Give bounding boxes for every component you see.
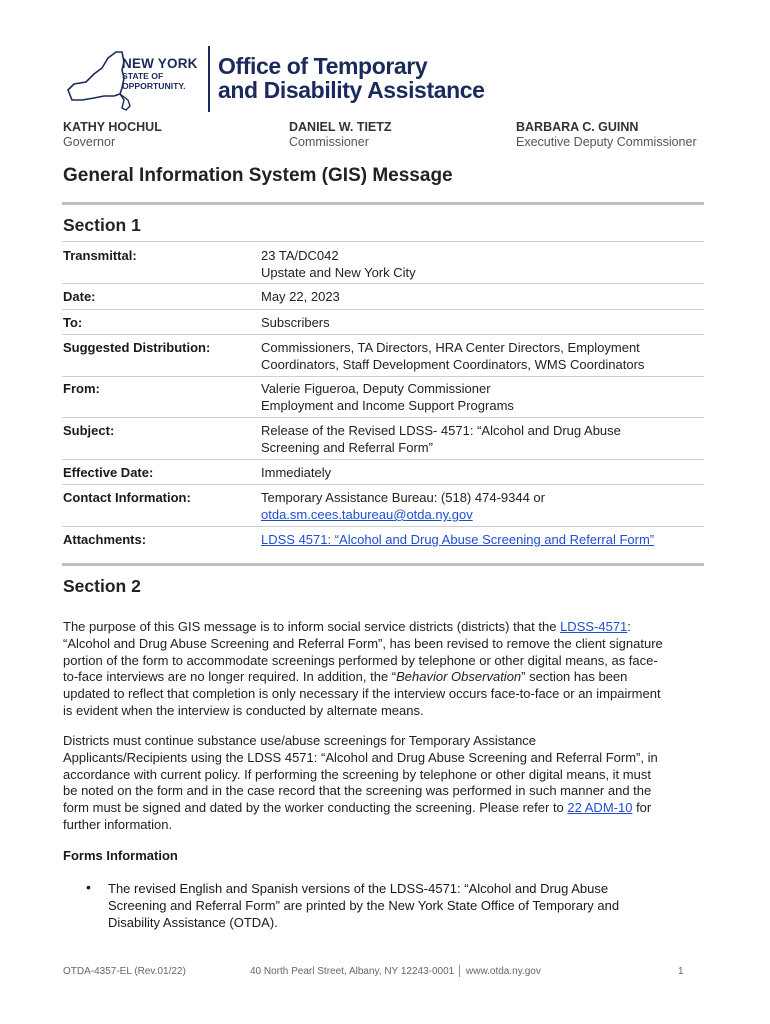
divider [62, 459, 704, 460]
ldss-4571-link[interactable]: LDSS-4571 [560, 619, 628, 634]
footer-address: 40 North Pearl Street, Albany, NY 12243-0001 │ www.otda.ny.gov [250, 966, 541, 977]
divider [62, 202, 704, 205]
logo-tagline: STATE OF OPPORTUNITY. [122, 71, 186, 91]
contact-label: Contact Information: [63, 490, 191, 505]
subject-value: Release of the Revised LDSS- 4571: “Alcohol and Drug Abuse Screening and Referral Form” [261, 423, 621, 455]
footer-form-id: OTDA-4357-EL (Rev.01/22) [63, 966, 186, 977]
divider [62, 417, 704, 418]
divider [62, 309, 704, 310]
adm-link[interactable]: 22 ADM-10 [567, 800, 633, 816]
divider [62, 526, 704, 527]
logo-state-name: NEW YORK [122, 56, 198, 71]
divider [62, 283, 704, 284]
forms-information-heading: Forms Information [63, 848, 178, 863]
logo-divider [208, 46, 210, 112]
section-2-heading: Section 2 [63, 576, 141, 596]
distribution-label: Suggested Distribution: [63, 340, 211, 355]
distribution-value: Commissioners, TA Directors, HRA Center Directors, Employment Coordinators, Staff Development Coordinators, WMS Coordinators [261, 340, 645, 372]
list-item: The revised English and Spanish versions of the LDSS-4571: “Alcohol and Drug Abuse Screening and Referral Form” are printed by the New York State Office of Temporary and Disability Assistance (OTDA). [108, 881, 620, 930]
divider [62, 334, 704, 335]
date-value: May 22, 2023 [261, 289, 340, 304]
effective-date-value: Immediately [261, 465, 332, 480]
attachments-label: Attachments: [63, 532, 147, 547]
attachment-link[interactable]: LDSS 4571: “Alcohol and Drug Abuse Screening and Referral Form” [261, 532, 655, 547]
divider [62, 376, 704, 377]
date-label: Date: [63, 289, 96, 304]
from-value: Valerie Figueroa, Deputy Commissioner Employment and Income Support Programs [261, 381, 514, 413]
transmittal-value: 23 TA/DC042 Upstate and New York City [261, 248, 416, 280]
divider [62, 484, 704, 485]
official-commissioner: DANIEL W. TIETZ Commissioner [289, 120, 392, 149]
agency-name: Office of Temporary and Disability Assistance [218, 53, 485, 103]
contact-value: Temporary Assistance Bureau: (518) 474-9344 or otda.sm.cees.tabureau@otda.ny.gov [261, 490, 545, 522]
section-1-heading: Section 1 [63, 215, 141, 235]
bullet-icon: • [86, 879, 91, 895]
official-executive-deputy: BARBARA C. GUINN Executive Deputy Commissioner [516, 120, 697, 149]
effective-date-label: Effective Date: [63, 465, 154, 480]
to-label: To: [63, 315, 83, 330]
to-value: Subscribers [261, 315, 330, 330]
transmittal-label: Transmittal: [63, 248, 137, 263]
divider [62, 241, 704, 242]
from-label: From: [63, 381, 100, 396]
page-title: General Information System (GIS) Message [63, 165, 453, 186]
divider [62, 563, 704, 566]
contact-email-link[interactable]: otda.sm.cees.tabureau@otda.ny.gov [261, 507, 473, 522]
paragraph-districts: Districts must continue substance use/abuse screenings for Temporary Assistance Applicants/Recipients using the LDSS 4571: “Alcohol and Drug Abuse Screening and Referral Form”, in accordance with current policy. If performing the screening by telephone or other digital means, it must be noted on the form and in the case record that the screening was performed in such manner and the form must be signed and dated by the worker conducting the screening. Please refer to 22 ADM-10 for further information. [63, 733, 658, 832]
official-governor: KATHY HOCHUL Governor [63, 120, 162, 149]
footer-page-number: 1 [678, 966, 684, 977]
paragraph-purpose: The purpose of this GIS message is to inform social service districts (districts) that the LDSS-4571: “Alcohol and Drug Abuse Screening and Referral Form”, has been revised to remove the client signature portion of the form to accommodate screenings performed by telephone or other digital means, as face- to-face interviews are no longer required. In addition, the “Behavior Observation” section has been updated to reflect that completion is only necessary if the interview occurs face-to-face or an impairment is evident when the interview is conducted by alternate means. [63, 619, 663, 718]
subject-label: Subject: [63, 423, 115, 438]
attachments-value [261, 531, 711, 548]
